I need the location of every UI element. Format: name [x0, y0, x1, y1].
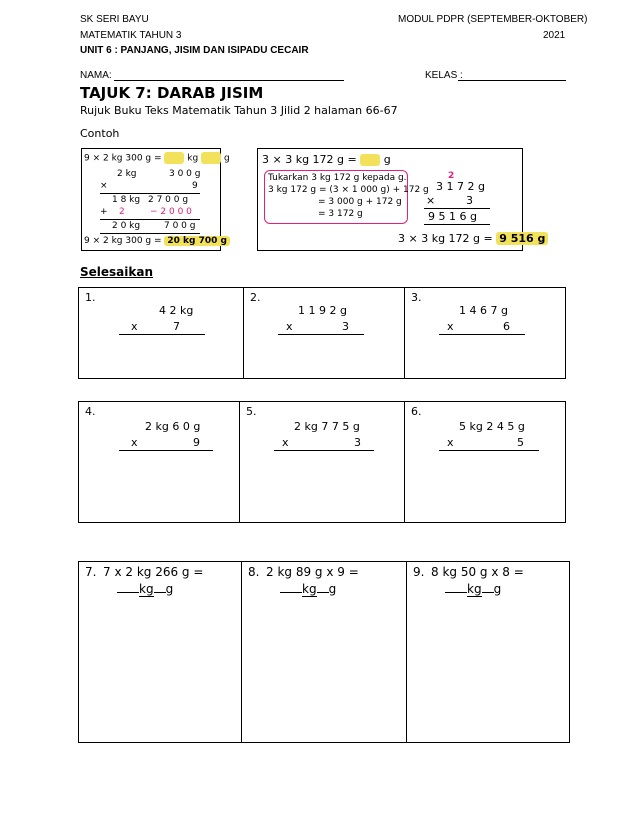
times-symbol: x [447, 436, 454, 449]
exercise-cell-6[interactable] [405, 402, 566, 523]
name-label: NAMA: [80, 70, 112, 81]
exercise-multiplier: 7 [173, 320, 180, 333]
times-symbol: x [131, 320, 138, 333]
example1-row1-g: 3 0 0 g [169, 169, 201, 179]
exercise-number: 1. [85, 291, 96, 304]
exercise-grid-3 [78, 561, 570, 743]
divider [119, 334, 205, 335]
answer-unit-g: g [493, 582, 502, 596]
divider [439, 450, 539, 451]
example1-unit-kg: kg [187, 153, 199, 164]
subject-name: MATEMATIK TAHUN 3 [80, 30, 182, 41]
example1-row1-kg: 2 kg [117, 169, 137, 179]
exercise-question: 2 kg 89 g x 9 = [266, 565, 359, 579]
example2-times: × [426, 194, 436, 207]
example1-row4-kg: 2 0 kg [112, 221, 141, 231]
exercise-number: 7. [85, 565, 97, 579]
example1-answer: 20 kg 700 g [164, 236, 230, 246]
exercise-grid-1 [78, 287, 566, 379]
example1-question-text: 9 × 2 kg 300 g = [84, 153, 162, 164]
answer-unit-kg: kg [467, 582, 482, 596]
exercise-number: 3. [411, 291, 422, 304]
times-symbol: x [447, 320, 454, 333]
example2-answer: 9 516 g [496, 232, 548, 245]
section-label: Selesaikan [80, 265, 154, 279]
answer-template [280, 582, 336, 596]
exercise-multiplier: 5 [517, 436, 524, 449]
example2-multiplier: 3 [466, 194, 473, 207]
exercise-top: 2 kg 6 0 g [145, 420, 201, 433]
example1-times: × [100, 181, 108, 191]
example2-unit-g: g [383, 153, 391, 166]
divider [100, 233, 200, 234]
module-year: 2021 [543, 30, 566, 41]
exercise-cell-1[interactable] [79, 288, 244, 379]
answer-unit-g: g [165, 582, 174, 596]
answer-box-kg [164, 152, 184, 164]
example-label: Contoh [80, 127, 120, 140]
exercise-cell-3[interactable] [405, 288, 566, 379]
exercise-grid-2 [78, 401, 566, 523]
textbook-reference: Rujuk Buku Teks Matematik Tahun 3 Jilid 2 halaman 66-67 [80, 104, 398, 117]
example1-row2-g: 2 7 0 0 g [148, 195, 189, 205]
divider [424, 224, 490, 225]
answer-box-g [201, 152, 221, 164]
example1-row2-kg: 1 8 kg [112, 195, 141, 205]
example1-minus: − 2 0 0 0 [150, 207, 192, 217]
exercise-multiplier: 6 [503, 320, 510, 333]
exercise-cell-4[interactable] [79, 402, 240, 523]
answer-unit-kg: kg [139, 582, 154, 596]
example1-plus: + [100, 207, 108, 217]
conversion-note [264, 170, 429, 224]
answer-template [445, 582, 501, 596]
example1-multiplier: 9 [192, 181, 198, 191]
exercise-cell-8[interactable] [242, 562, 407, 743]
exercise-number: 2. [250, 291, 261, 304]
school-name: SK SERI BAYU [80, 14, 149, 25]
example2-result: 9 5 1 6 g [428, 210, 477, 223]
exercise-question: 7 x 2 kg 266 g = [103, 565, 204, 579]
times-symbol: x [286, 320, 293, 333]
example2-question [262, 153, 391, 166]
note-line-3: = 3 000 g + 172 g [318, 197, 402, 207]
divider [278, 334, 364, 335]
exercise-cell-7[interactable] [79, 562, 242, 743]
note-line-1: Tukarkan 3 kg 172 g kepada g. [268, 173, 407, 183]
example-box-2 [257, 148, 546, 251]
exercise-top: 2 kg 7 7 5 g [294, 420, 360, 433]
name-field[interactable] [114, 80, 344, 81]
exercise-number: 5. [246, 405, 257, 418]
times-symbol: x [131, 436, 138, 449]
exercise-top: 1 4 6 7 g [459, 304, 508, 317]
answer-box-g [360, 154, 380, 166]
note-line-4: = 3 172 g [318, 209, 363, 219]
example1-row4-g: 7 0 0 g [164, 221, 196, 231]
exercise-cell-2[interactable] [244, 288, 405, 379]
example2-top: 3 1 7 2 g [436, 180, 485, 193]
exercise-cell-5[interactable] [240, 402, 405, 523]
divider [119, 450, 213, 451]
exercise-number: 6. [411, 405, 422, 418]
exercise-top: 5 kg 2 4 5 g [459, 420, 525, 433]
example1-answer-line [84, 236, 230, 246]
example2-answer-line [398, 232, 548, 245]
example1-question [84, 152, 230, 164]
exercise-number: 9. [413, 565, 425, 579]
example2-question-text: 3 × 3 kg 172 g = [262, 153, 357, 166]
exercise-question: 8 kg 50 g x 8 = [431, 565, 524, 579]
unit-title: UNIT 6 : PANJANG, JISIM DAN ISIPADU CECAIR [80, 45, 309, 56]
module-name: MODUL PDPR (SEPTEMBER-OKTOBER) [398, 14, 588, 25]
example1-carry: 2 [119, 207, 125, 217]
exercise-multiplier: 3 [342, 320, 349, 333]
example1-unit-g: g [223, 153, 230, 164]
class-field[interactable] [458, 80, 566, 81]
example-box-1 [81, 148, 230, 251]
class-label: KELAS : [425, 70, 463, 81]
page-title: TAJUK 7: DARAB JISIM [80, 84, 264, 102]
note-line-2: 3 kg 172 g = (3 × 1 000 g) + 172 g [268, 185, 429, 195]
divider [439, 334, 525, 335]
divider [100, 193, 200, 194]
exercise-multiplier: 9 [193, 436, 200, 449]
exercise-cell-9[interactable] [407, 562, 570, 743]
exercise-number: 8. [248, 565, 260, 579]
divider [274, 450, 374, 451]
times-symbol: x [282, 436, 289, 449]
answer-unit-g: g [328, 582, 337, 596]
example2-answer-prefix: 3 × 3 kg 172 g = [398, 232, 493, 245]
divider [100, 219, 200, 220]
example2-carry: 2 [448, 171, 455, 181]
answer-template [117, 582, 173, 596]
example1-answer-prefix: 9 × 2 kg 300 g = [84, 236, 162, 246]
exercise-number: 4. [85, 405, 96, 418]
exercise-top: 1 1 9 2 g [298, 304, 347, 317]
answer-unit-kg: kg [302, 582, 317, 596]
exercise-top: 4 2 kg [159, 304, 194, 317]
exercise-multiplier: 3 [354, 436, 361, 449]
divider [424, 208, 490, 209]
